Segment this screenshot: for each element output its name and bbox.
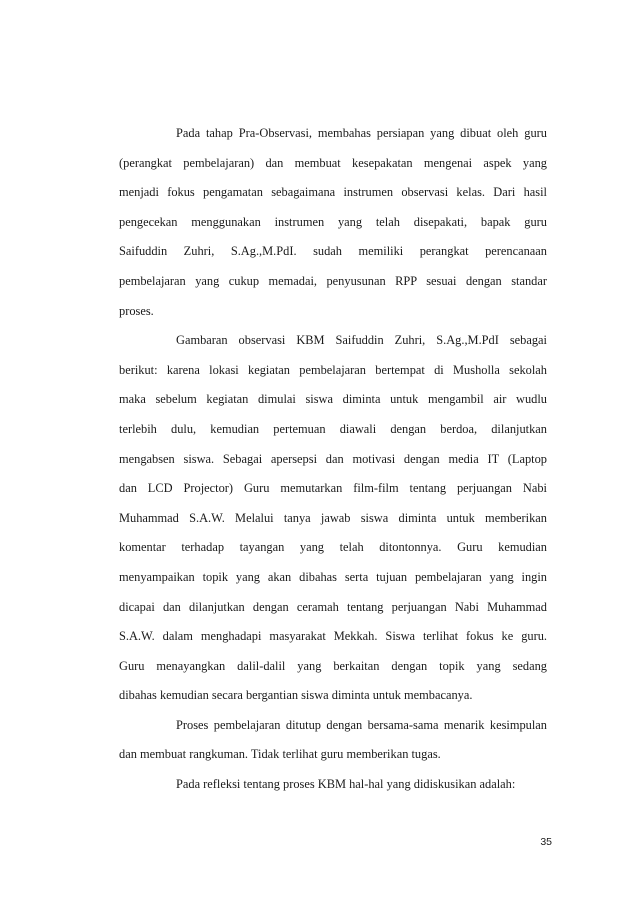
paragraph-1-line-5: Saifuddin Zuhri, S.Ag.,M.PdI. sudah memiliki perangkat perencanaan bbox=[119, 244, 547, 259]
body-text bbox=[119, 119, 547, 800]
paragraph-2-line-12: Guru menayangkan dalil-dalil yang berkaitan dengan topik yang sedang bbox=[119, 658, 547, 673]
paragraph-2-line-4: terlebih dulu, kemudian pertemuan diawali dengan berdoa, dilanjutkan bbox=[119, 421, 547, 436]
paragraph-2-line-8: komentar terhadap tayangan yang telah ditontonnya. Guru kemudian bbox=[119, 540, 547, 555]
paragraph-1-line-7: proses. bbox=[119, 303, 154, 318]
paragraph-4-line-1: Pada refleksi tentang proses KBM hal-hal yang didiskusikan adalah: bbox=[176, 777, 516, 792]
paragraph-2-line-3: maka sebelum kegiatan dimulai siswa diminta untuk mengambil air wudlu bbox=[119, 392, 547, 407]
paragraph-2-line-1: Gambaran observasi KBM Saifuddin Zuhri, S.Ag.,M.PdI sebagai bbox=[176, 333, 547, 348]
paragraph-2-line-5: mengabsen siswa. Sebagai apersepsi dan motivasi dengan media IT (Laptop bbox=[119, 451, 547, 466]
paragraph-2-line-2: berikut: karena lokasi kegiatan pembelajaran bertempat di Musholla sekolah bbox=[119, 362, 547, 377]
paragraph-2-line-7: Muhammad S.A.W. Melalui tanya jawab siswa diminta untuk memberikan bbox=[119, 510, 547, 525]
paragraph-3-line-2: dan membuat rangkuman. Tidak terlihat guru memberikan tugas. bbox=[119, 747, 441, 762]
paragraph-2-line-9: menyampaikan topik yang akan dibahas serta tujuan pembelajaran yang ingin bbox=[119, 569, 547, 584]
paragraph-2-line-11: S.A.W. dalam menghadapi masyarakat Mekkah. Siswa terlihat fokus ke guru. bbox=[119, 629, 547, 644]
paragraph-1-line-6: pembelajaran yang cukup memadai, penyusunan RPP sesuai dengan standar bbox=[119, 273, 547, 288]
paragraph-1-line-3: menjadi fokus pengamatan sebagaimana instrumen observasi kelas. Dari hasil bbox=[119, 185, 547, 200]
paragraph-3-line-1: Proses pembelajaran ditutup dengan bersama-sama menarik kesimpulan bbox=[176, 717, 547, 732]
page-number: 35 bbox=[540, 836, 552, 848]
paragraph-2-line-10: dicapai dan dilanjutkan dengan ceramah tentang perjuangan Nabi Muhammad bbox=[119, 599, 547, 614]
paragraph-1-line-2: (perangkat pembelajaran) dan membuat kesepakatan mengenai aspek yang bbox=[119, 155, 547, 170]
paragraph-2-line-13: dibahas kemudian secara bergantian siswa diminta untuk membacanya. bbox=[119, 688, 473, 703]
paragraph-1-line-4: pengecekan menggunakan instrumen yang telah disepakati, bapak guru bbox=[119, 214, 547, 229]
paragraph-2-line-6: dan LCD Projector) Guru memutarkan film-film tentang perjuangan Nabi bbox=[119, 481, 547, 496]
paragraph-1-line-1: Pada tahap Pra-Observasi, membahas persiapan yang dibuat oleh guru bbox=[176, 126, 547, 140]
